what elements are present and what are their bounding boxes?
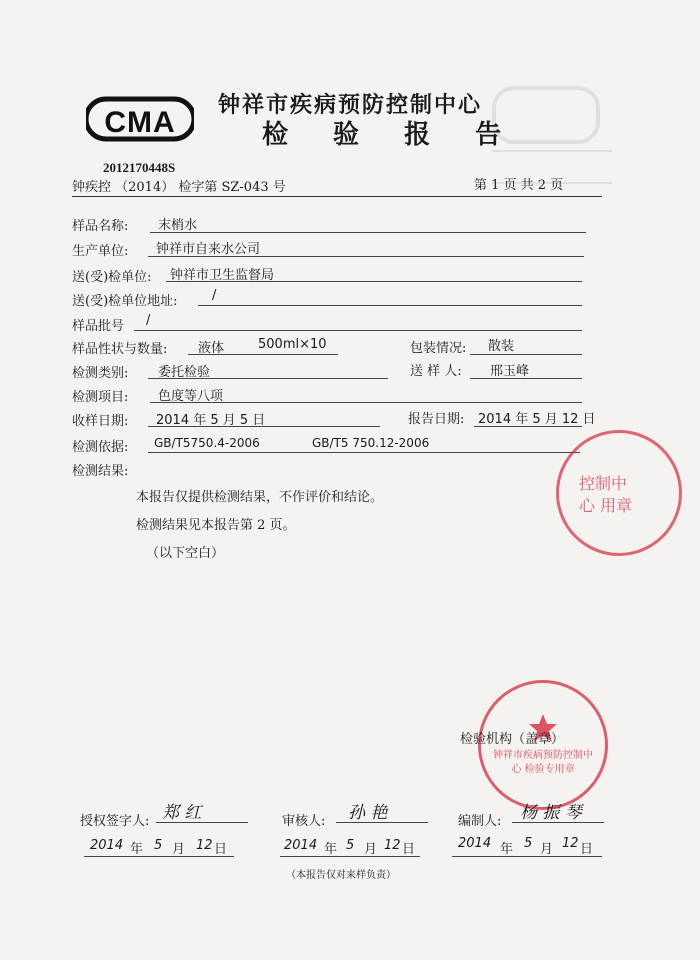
field-underline bbox=[470, 378, 582, 379]
month-char: 月 bbox=[172, 842, 186, 857]
authorizer-date-year: 2014 bbox=[90, 838, 124, 853]
package-label: 包装情况: bbox=[410, 341, 467, 356]
test-type-label: 检测类别: bbox=[72, 366, 129, 381]
result-line-2: 检测结果见本报告第 2 页。 bbox=[136, 518, 296, 533]
compiler-date-day: 12 bbox=[562, 836, 579, 851]
page-info: 第 1 页 共 2 页 bbox=[474, 178, 564, 193]
items-value: 色度等八项 bbox=[158, 389, 224, 404]
field-underline bbox=[148, 452, 580, 453]
items-label: 检测项目: bbox=[72, 390, 129, 405]
field-underline bbox=[148, 426, 380, 427]
year-char: 年 bbox=[130, 842, 144, 857]
sample-name-value: 末梢水 bbox=[158, 218, 198, 233]
report-date-value: 2014 年 5 月 12 日 bbox=[478, 412, 596, 427]
result-line-1: 本报告仅提供检测结果，不作评价和结论。 bbox=[136, 490, 384, 505]
authorizer-date-day: 12 bbox=[196, 838, 213, 853]
field-underline bbox=[150, 232, 586, 233]
sender-label: 送(受)检单位: bbox=[72, 270, 152, 285]
reviewer-date-day: 12 bbox=[384, 838, 401, 853]
result-label: 检测结果: bbox=[72, 464, 129, 479]
year-char: 年 bbox=[500, 842, 514, 857]
date-underline bbox=[452, 856, 602, 857]
signature-underline bbox=[156, 822, 248, 823]
batch-label: 样品批号 bbox=[72, 319, 125, 334]
month-char: 月 bbox=[364, 842, 378, 857]
authorizer-signature: 郑 红 bbox=[162, 803, 202, 823]
field-underline bbox=[470, 354, 582, 355]
test-type-value: 委托检验 bbox=[158, 365, 211, 380]
reviewer-date-year: 2014 bbox=[284, 838, 318, 853]
date-underline bbox=[84, 856, 234, 857]
signature-underline bbox=[336, 822, 428, 823]
day-char: 日 bbox=[580, 842, 594, 857]
reviewer-label: 审核人: bbox=[282, 814, 326, 829]
basis-value-1: GB/T5750.4-2006 bbox=[154, 436, 260, 450]
compiler-label: 编制人: bbox=[458, 814, 502, 829]
footer-note: （本报告仅对来样负责） bbox=[286, 870, 396, 881]
received-value: 2014 年 5 月 5 日 bbox=[156, 413, 266, 428]
sampler-label: 送 样 人: bbox=[410, 364, 462, 379]
document-number: 钟疾控 （2014） 检字第 SZ-043 号 bbox=[72, 180, 286, 195]
field-underline bbox=[166, 281, 582, 282]
sample-name-label: 样品名称: bbox=[72, 219, 129, 234]
compiler-date-year: 2014 bbox=[458, 836, 492, 851]
producer-value: 钟祥市自来水公司 bbox=[156, 242, 261, 257]
field-underline bbox=[188, 354, 338, 355]
authorizer-label: 授权签字人: bbox=[80, 814, 150, 829]
state-label: 样品性状与数量: bbox=[72, 342, 168, 357]
cert-number: 2012170448S bbox=[103, 160, 176, 175]
day-char: 日 bbox=[402, 842, 416, 857]
day-char: 日 bbox=[214, 842, 228, 857]
reviewer-date-month: 5 bbox=[346, 838, 355, 853]
sender-address-label: 送(受)检单位地址: bbox=[72, 294, 178, 309]
basis-label: 检测依据: bbox=[72, 440, 129, 455]
date-underline bbox=[280, 856, 420, 857]
package-value: 散装 bbox=[488, 339, 515, 354]
quantity-value: 500ml×10 bbox=[258, 337, 327, 352]
report-date-label: 报告日期: bbox=[408, 412, 465, 427]
cma-logo-text: CMA bbox=[104, 106, 176, 139]
sampler-value: 邢玉峰 bbox=[490, 364, 530, 379]
compiler-date-month: 5 bbox=[524, 836, 533, 851]
field-underline bbox=[148, 378, 388, 379]
year-char: 年 bbox=[324, 842, 338, 857]
batch-value: / bbox=[146, 313, 151, 328]
state-value: 液体 bbox=[198, 341, 225, 356]
basis-value-2: GB/T5 750.12-2006 bbox=[312, 436, 430, 450]
authorizer-date-month: 5 bbox=[154, 838, 163, 853]
compiler-signature: 杨 振 琴 bbox=[520, 803, 582, 823]
signature-underline bbox=[512, 822, 604, 823]
org-name: 钟祥市疾病预防控制中心 bbox=[218, 92, 483, 118]
received-label: 收样日期: bbox=[72, 414, 129, 429]
field-underline bbox=[198, 305, 582, 306]
sender-address-value: / bbox=[212, 288, 217, 303]
field-underline bbox=[134, 330, 582, 331]
institution-seal-label: 检验机构（盖章） bbox=[460, 732, 565, 747]
result-line-3: （以下空白） bbox=[146, 546, 225, 561]
side-stamp-text: 控制中心 用章 bbox=[579, 474, 633, 515]
field-underline bbox=[148, 256, 584, 257]
report-title: 检 验 报 告 bbox=[262, 120, 520, 150]
sender-value: 钟祥市卫生监督局 bbox=[170, 268, 275, 283]
header-divider bbox=[72, 196, 602, 197]
cma-logo-icon bbox=[86, 96, 194, 142]
field-underline bbox=[474, 426, 582, 427]
reviewer-signature: 孙 艳 bbox=[348, 803, 388, 823]
institution-stamp-text: 钟祥市疾病预防控制中心 检验专用章 bbox=[493, 750, 593, 775]
month-char: 月 bbox=[540, 842, 554, 857]
producer-label: 生产单位: bbox=[72, 244, 129, 259]
field-underline bbox=[150, 402, 582, 403]
side-stamp bbox=[556, 430, 682, 556]
